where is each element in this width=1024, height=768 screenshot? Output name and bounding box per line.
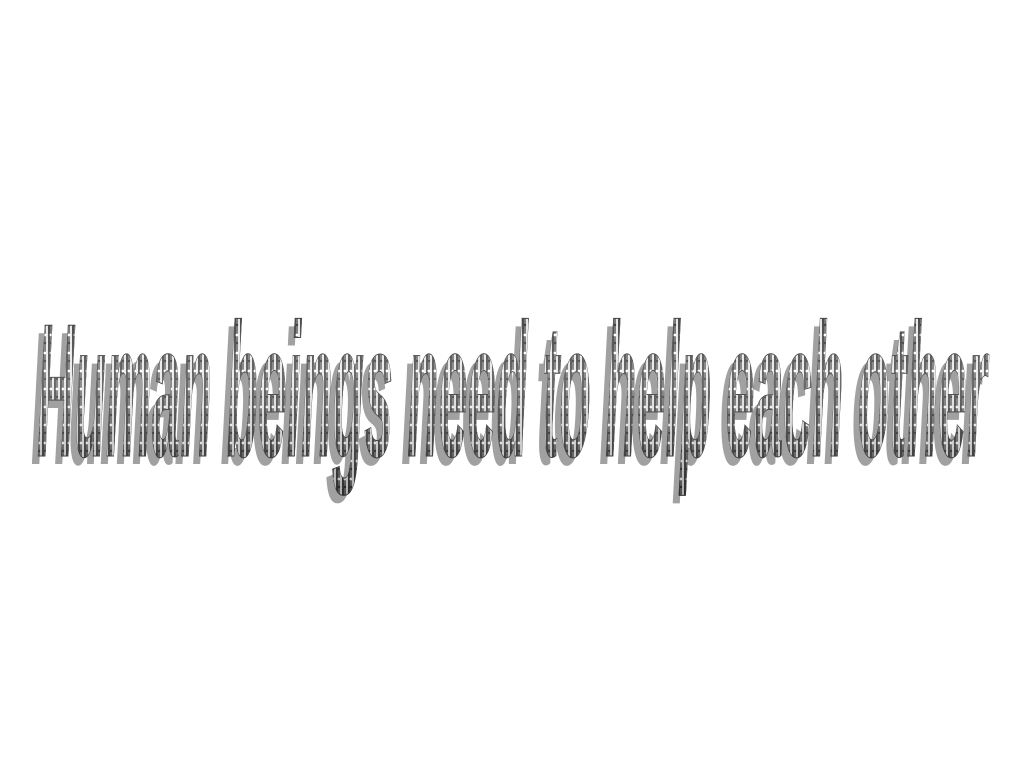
wordart-main-text: Human beings need to help each other (37, 285, 990, 497)
wordart-sheen-text: Human beings need to help each other (37, 285, 990, 497)
wordart-graphic (30, 240, 994, 530)
wordart-shadow-text: Human beings need to help each other (31, 293, 984, 505)
